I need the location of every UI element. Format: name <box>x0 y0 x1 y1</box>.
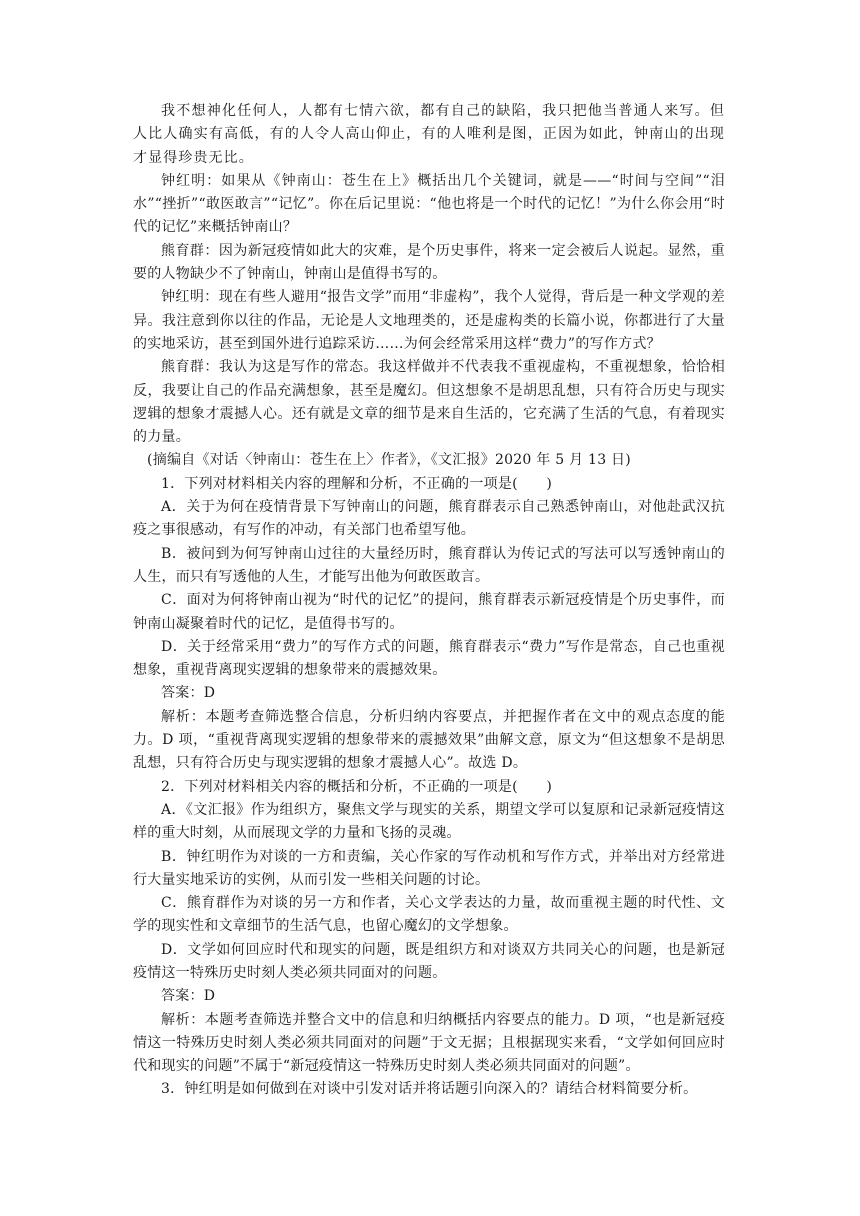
body-paragraph: 钟红明：如果从《钟南山：苍生在上》概括出几个关键词，就是——“时间与空间”“泪水”“挫折”“敢医敢言”“记忆”。你在后记里说：“他也将是一个时代的记忆！”为什么你会用“时代的记忆”来概括钟南山？ <box>133 172 725 236</box>
question-1-option-b: B．被问到为何写钟南山过往的大量经历时，熊育群认为传记式的写法可以写透钟南山的人生，而只有写透他的人生，才能写出他为何敢医敢言。 <box>133 545 725 585</box>
question-1-option-a: A．关于为何在疫情背景下写钟南山的问题，熊育群表示自己熟悉钟南山，对他赴武汉抗疫之事很感动，有写作的冲动，有关部门也希望写他。 <box>133 499 725 539</box>
question-2-analysis: 解析：本题考查筛选并整合文中的信息和归纳概括内容要点的能力。D 项，“也是新冠疫情这一特殊历史时刻人类必须共同面对的问题”于文无据；且根据现实来看，“文学如何回应时代和现实的问题”不属于“新冠疫情这一特殊历史时刻人类必须共同面对的问题”。 <box>133 1011 725 1075</box>
question-2-stem: 2．下列对材料相关内容的概括和分析，不正确的一项是( ) <box>161 778 553 795</box>
body-paragraph: 我不想神化任何人，人都有七情六欲，都有自己的缺陷，我只把他当普通人来写。但人比人确实有高低，有的人令人高山仰止，有的人唯利是图，正因为如此，钟南山的出现才显得珍贵无比。 <box>133 103 725 166</box>
question-1-stem: 1．下列对材料相关内容的理解和分析，不正确的一项是( ) <box>161 475 553 492</box>
question-2-option-b: B．钟红明作为对谈的一方和责编，关心作家的写作动机和写作方式，并举出对方经常进行大量实地采访的实例，从而引发一些相关问题的讨论。 <box>133 848 725 888</box>
document-page <box>133 100 725 1102</box>
body-paragraph: 钟红明：现在有些人避用“报告文学”而用“非虚构”，我个人觉得，背后是一种文学观的差异。我注意到你以往的作品，无论是人文地理类的，还是虚构类的长篇小说，你都进行了大量的实地采访，甚至到国外进行追踪采访……为何会经常采用这样“费力”的写作方式？ <box>133 289 725 352</box>
question-2-option-d: D．文学如何回应时代和现实的问题，既是组织方和对谈双方共同关心的问题，也是新冠疫情这一特殊历史时刻人类必须共同面对的问题。 <box>133 941 725 981</box>
source-citation: (摘编自《对话〈钟南山：苍生在上〉作者》，《文汇报》2020 年 5 月 13 日) <box>147 452 632 469</box>
question-1-option-d: D．关于经常采用“费力”的写作方式的问题，熊育群表示“费力”写作是常态，自己也重视想象，重视背离现实逻辑的想象带来的震撼效果。 <box>133 638 725 679</box>
body-paragraph: 熊育群：我认为这是写作的常态。我这样做并不代表我不重视虚构，不重视想象，恰恰相反，我要让自己的作品充满想象，甚至是魔幻。但这想象不是胡思乱想，只有符合历史与现实逻辑的想象才震撼人心。还有就是文章的细节是来自生活的，它充满了生活的气息，有着现实的力量。 <box>133 359 725 446</box>
question-2-option-a: A．《文汇报》作为组织方，聚焦文学与现实的关系，期望文学可以复原和记录新冠疫情这样的重大时刻，从而展现文学的力量和飞扬的灵魂。 <box>133 801 725 842</box>
question-1-answer: 答案：D <box>161 685 216 702</box>
question-1-option-c: C．面对为何将钟南山视为“时代的记忆”的提问，熊育群表示新冠疫情是个历史事件，而钟南山凝聚着时代的记忆，是值得书写的。 <box>133 592 725 632</box>
question-1-analysis: 解析：本题考查筛选整合信息，分析归纳内容要点，并把握作者在文中的观点态度的能力。D 项，“重视背离现实逻辑的想象带来的震撼效果”曲解文意，原文为“但这想象不是胡思乱想，只有符合历史与现实逻辑的想象才震撼人心”。故选 D。 <box>133 708 725 772</box>
question-2-option-c: C．熊育群作为对谈的另一方和作者，关心文学表达的力量，故而重视主题的时代性、文学的现实性和文章细节的生活气息，也留心魔幻的文学想象。 <box>133 895 725 935</box>
question-2-answer: 答案：D <box>161 988 216 1005</box>
body-paragraph: 熊育群：因为新冠疫情如此大的灾难，是个历史事件，将来一定会被后人说起。显然，重要的人物缺少不了钟南山，钟南山是值得书写的。 <box>133 242 725 283</box>
question-3-stem: 3．钟红明是如何做到在对谈中引发对话并将话题引向深入的？请结合材料简要分析。 <box>161 1081 698 1098</box>
